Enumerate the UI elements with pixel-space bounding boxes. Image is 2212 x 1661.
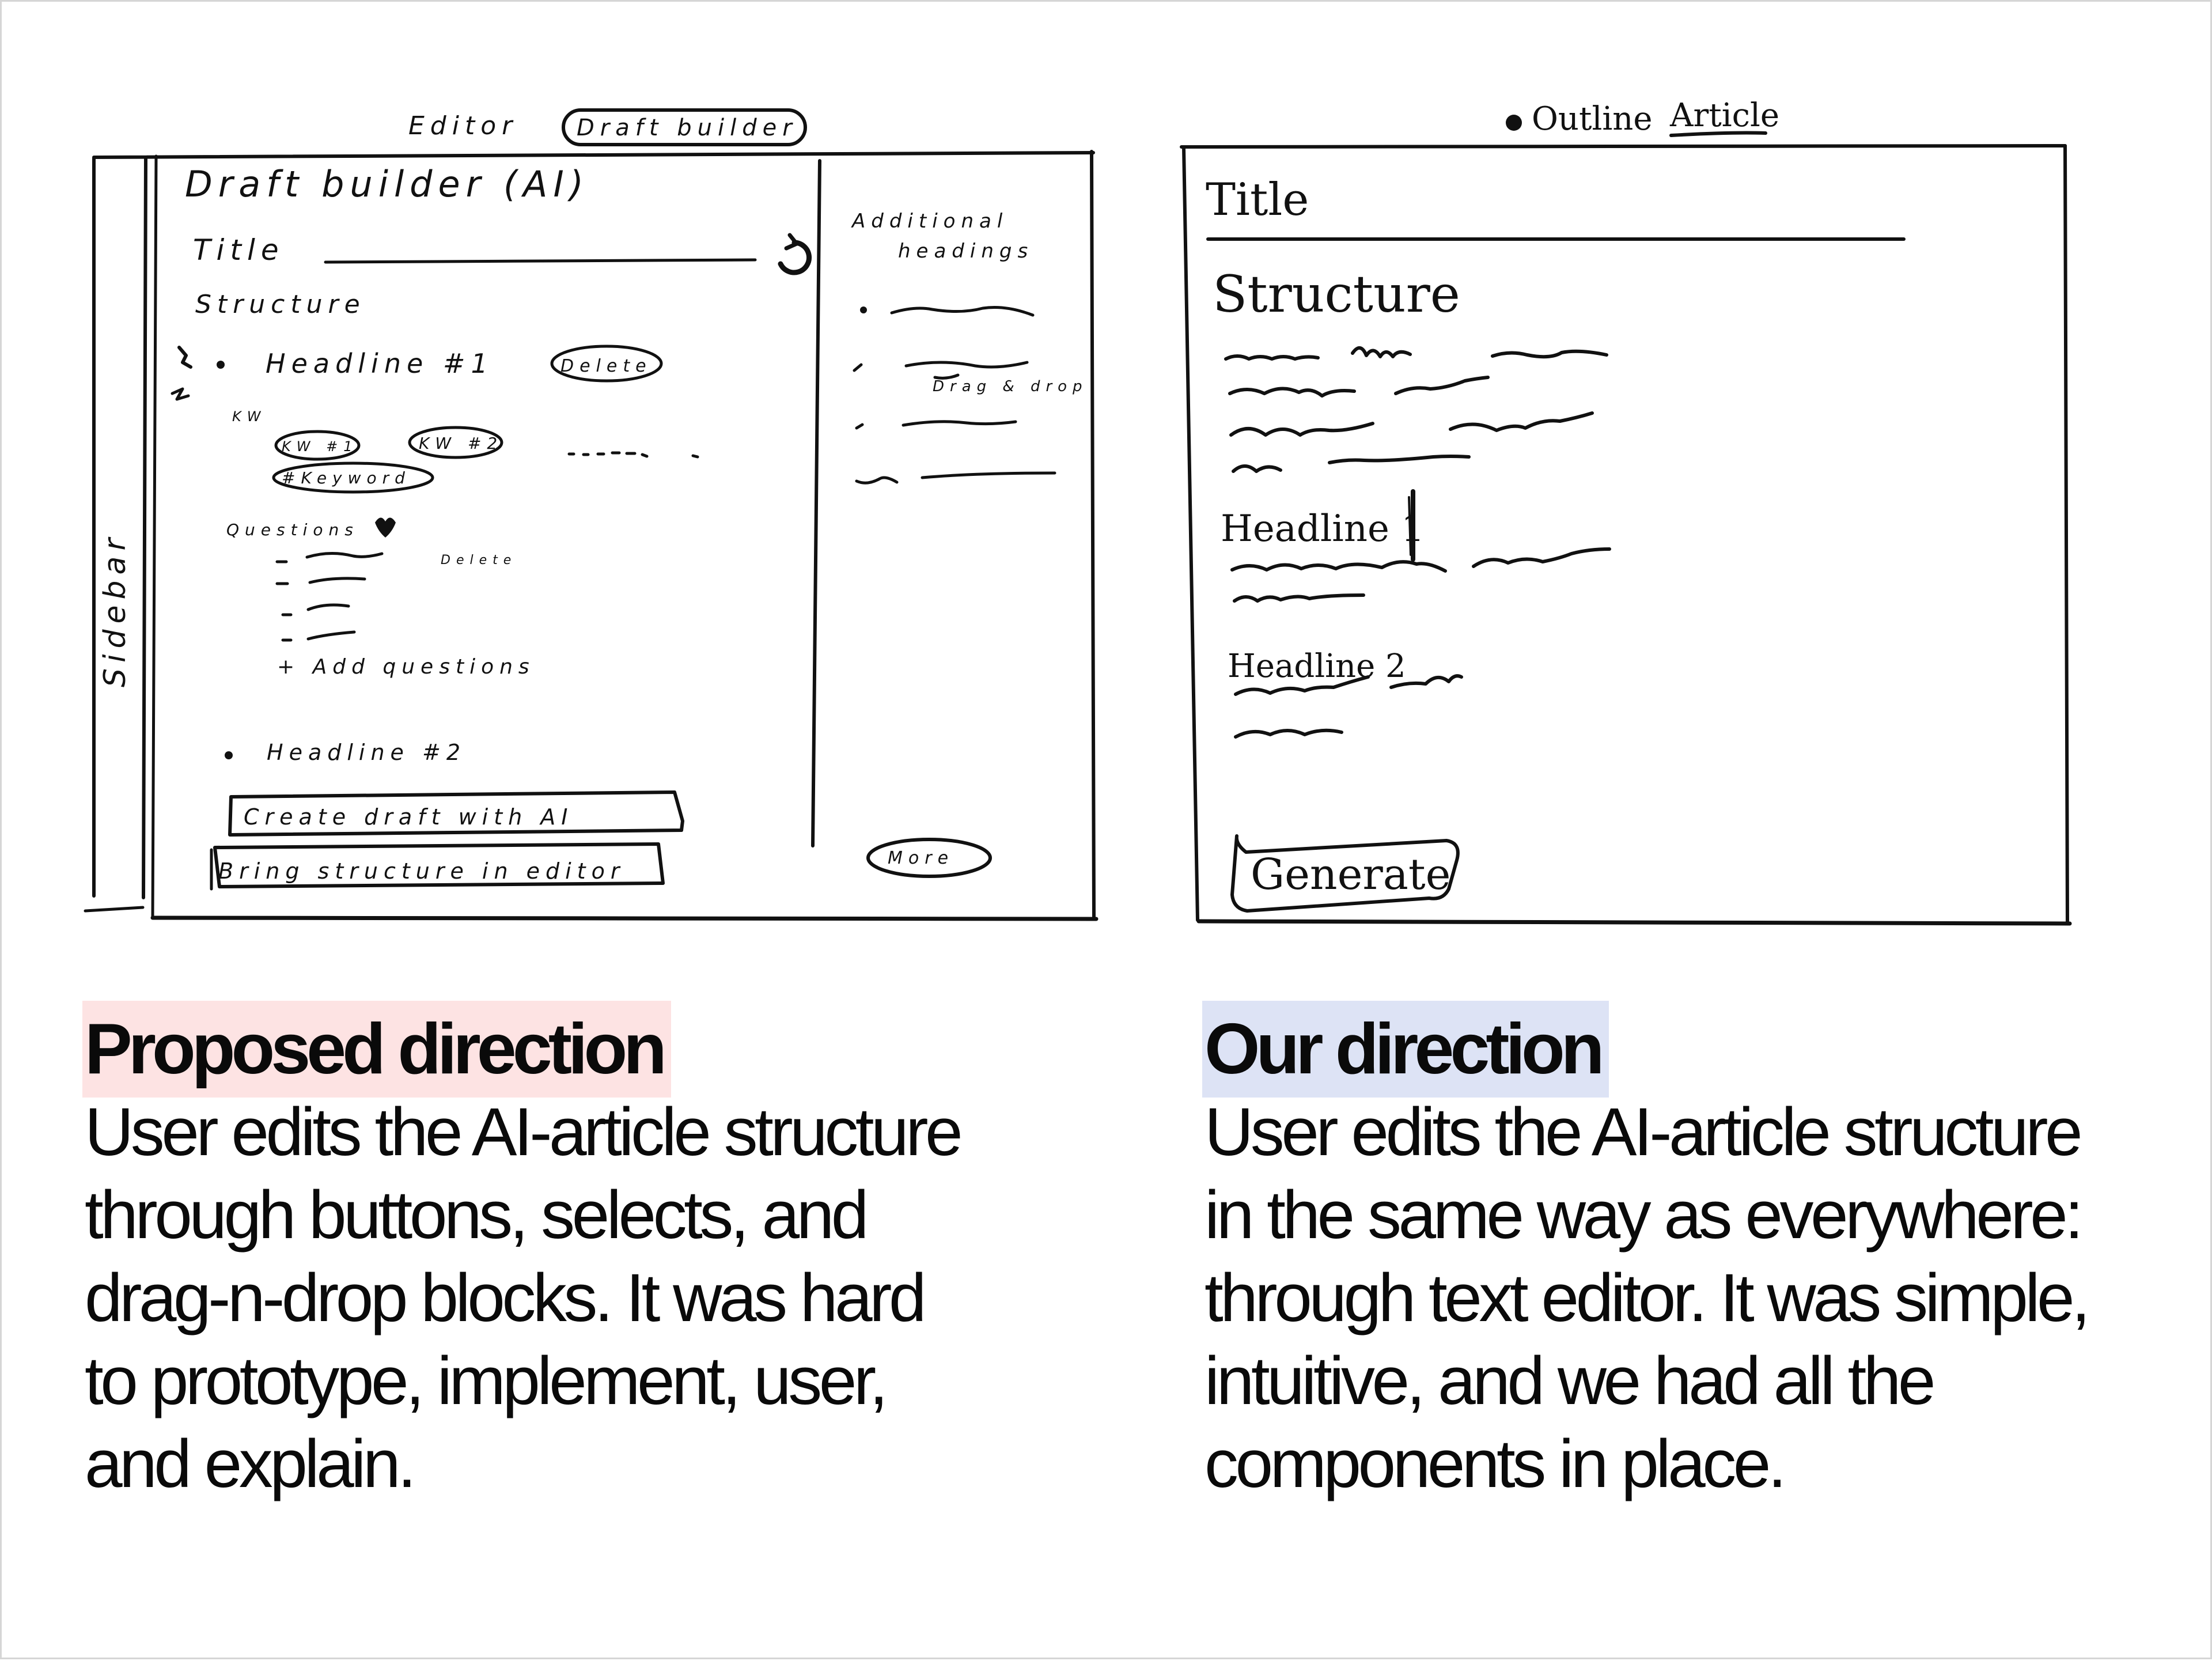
generate-label: Generate bbox=[1251, 850, 1451, 899]
keyword-chip-1: KW #1 bbox=[282, 438, 358, 455]
tab-editor-label: Editor bbox=[408, 111, 518, 141]
outline-tab-label: Outline bbox=[1532, 100, 1653, 138]
proposed-direction-description bbox=[85, 1091, 960, 1505]
outline-tab-dot-icon bbox=[1506, 115, 1522, 131]
side-heading-line-2: headings bbox=[898, 240, 1034, 263]
proposed-direction-block bbox=[85, 1001, 960, 1505]
our-direction-heading: Our direction bbox=[1202, 1001, 1609, 1098]
structure-label: Structure bbox=[1213, 264, 1460, 324]
bring-structure-label: Bring structure in editor bbox=[218, 858, 626, 884]
drag-drop-label: Drag & drop bbox=[933, 378, 1088, 395]
headline-2-label: Headline 2 bbox=[1228, 648, 1406, 685]
structure-label: Structure bbox=[195, 290, 366, 319]
description-line: drag-n-drop blocks. It was hard bbox=[85, 1260, 924, 1336]
questions-delete-label: Delete bbox=[441, 553, 517, 567]
description-line: through text editor. It was simple, bbox=[1205, 1260, 2088, 1336]
title-field-label: Title bbox=[193, 233, 285, 267]
description-line: User edits the AI-article structure bbox=[1205, 1094, 2080, 1170]
headline-1-label: Headline 1 bbox=[1221, 508, 1425, 550]
our-direction-description bbox=[1205, 1091, 2087, 1505]
headline-1-label: Headline #1 bbox=[266, 348, 494, 379]
headline-delete-label: Delete bbox=[560, 356, 652, 376]
description-line: to prototype, implement, user, bbox=[85, 1343, 885, 1419]
keyword-chip-3: #Keyword bbox=[282, 468, 411, 487]
more-label: More bbox=[888, 848, 955, 868]
questions-label: Questions bbox=[226, 520, 359, 539]
panel-title: Draft builder (AI) bbox=[185, 163, 589, 205]
article-tab-label: Article bbox=[1670, 97, 1780, 134]
our-direction-block bbox=[1205, 1001, 2087, 1505]
create-draft-label: Create draft with AI bbox=[244, 804, 574, 830]
sidebar-label: Sidebar bbox=[98, 532, 132, 687]
proposed-direction-heading: Proposed direction bbox=[82, 1001, 671, 1098]
drag-handle-icon bbox=[172, 347, 191, 399]
keyword-chip-2: KW #2 bbox=[419, 434, 503, 453]
description-line: in the same way as everywhere: bbox=[1205, 1177, 2081, 1253]
description-line: through buttons, selects, and bbox=[85, 1177, 866, 1253]
title-label: Title bbox=[1206, 174, 1309, 226]
keywords-label: KW bbox=[232, 408, 267, 425]
side-heading-line-1: Additional bbox=[852, 210, 1009, 233]
description-line: components in place. bbox=[1205, 1426, 1784, 1502]
description-line: and explain. bbox=[85, 1426, 414, 1502]
description-line: User edits the AI-article structure bbox=[85, 1094, 960, 1170]
add-questions-label: + Add questions bbox=[277, 655, 535, 679]
tab-draft-builder-label: Draft builder bbox=[577, 115, 798, 141]
description-line: intuitive, and we had all the bbox=[1205, 1343, 1933, 1419]
regenerate-icon bbox=[781, 235, 809, 273]
headline-2-label: Headline #2 bbox=[267, 740, 467, 765]
